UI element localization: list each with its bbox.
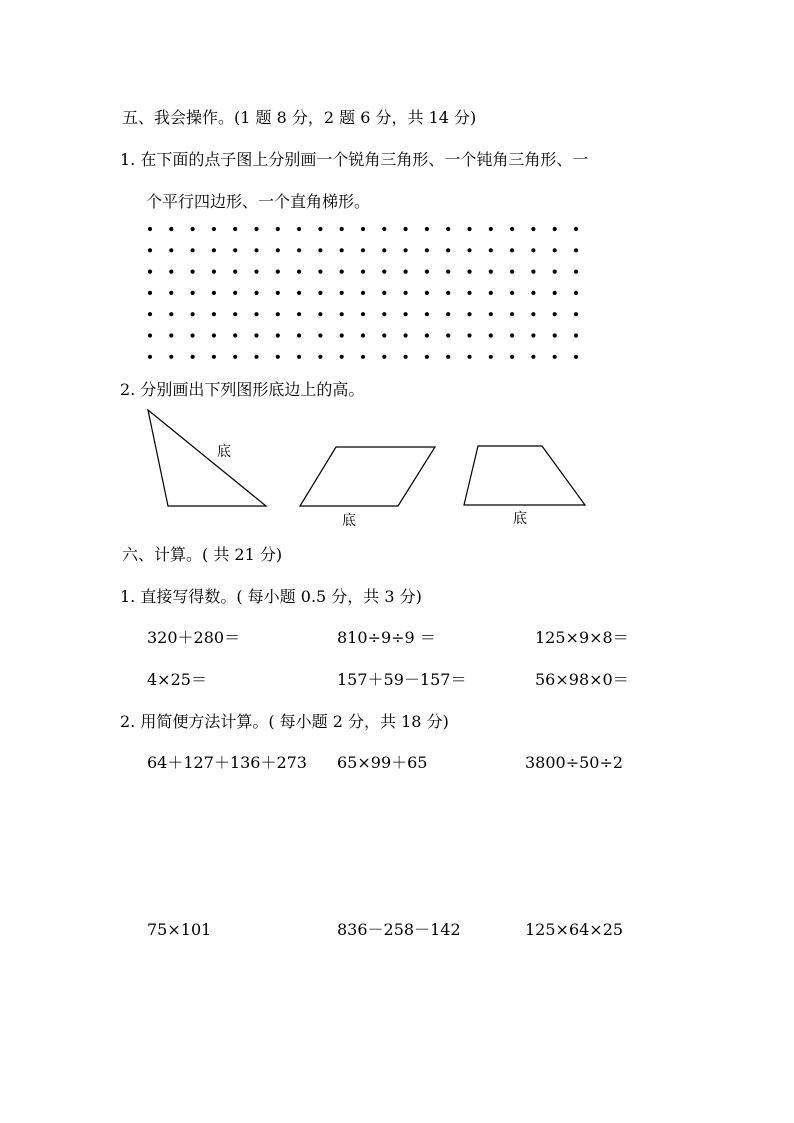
calc-item-2: 65×99＋65	[337, 753, 428, 772]
trapezoid-shape	[464, 446, 585, 505]
oral-item-2: 810÷9÷9 ＝	[337, 628, 436, 647]
calc-item-1: 64＋127＋136＋273	[147, 753, 307, 772]
calc-item-3: 3800÷50÷2	[525, 753, 624, 772]
oral-item-4: 4×25＝	[147, 670, 207, 689]
q1-text-line1: 1. 在下面的点子图上分别画一个锐角三角形、一个钝角三角形、一	[120, 150, 589, 169]
triangle-base-label: 底	[217, 444, 231, 460]
oral-item-5: 157＋59－157＝	[337, 670, 467, 689]
oral-item-3: 125×9×8＝	[535, 628, 629, 647]
q1-text-line2: 个平行四边形、一个直角梯形。	[146, 192, 371, 211]
section6-title: 六、计算。( 共 21 分)	[122, 545, 283, 564]
section5-title: 五、我会操作。(1 题 8 分，2 题 6 分，共 14 分)	[122, 108, 477, 127]
trapezoid-base-label: 底	[513, 511, 527, 527]
calc-item-5: 836－258－142	[337, 920, 461, 939]
calc-item-4: 75×101	[147, 920, 212, 939]
oral-item-6: 56×98×0＝	[535, 670, 629, 689]
q2-text: 2. 分别画出下列图形底边上的高。	[120, 380, 365, 399]
parallelogram-base-label: 底	[342, 513, 356, 529]
oral-item-1: 320＋280＝	[147, 628, 241, 647]
triangle-shape	[148, 410, 266, 506]
parallelogram-shape	[300, 447, 435, 506]
calc-item-6: 125×64×25	[525, 920, 624, 939]
q6-1-text: 1. 直接写得数。( 每小题 0.5 分，共 3 分)	[120, 587, 422, 606]
q6-2-text: 2. 用简便方法计算。( 每小题 2 分，共 18 分)	[120, 712, 449, 731]
